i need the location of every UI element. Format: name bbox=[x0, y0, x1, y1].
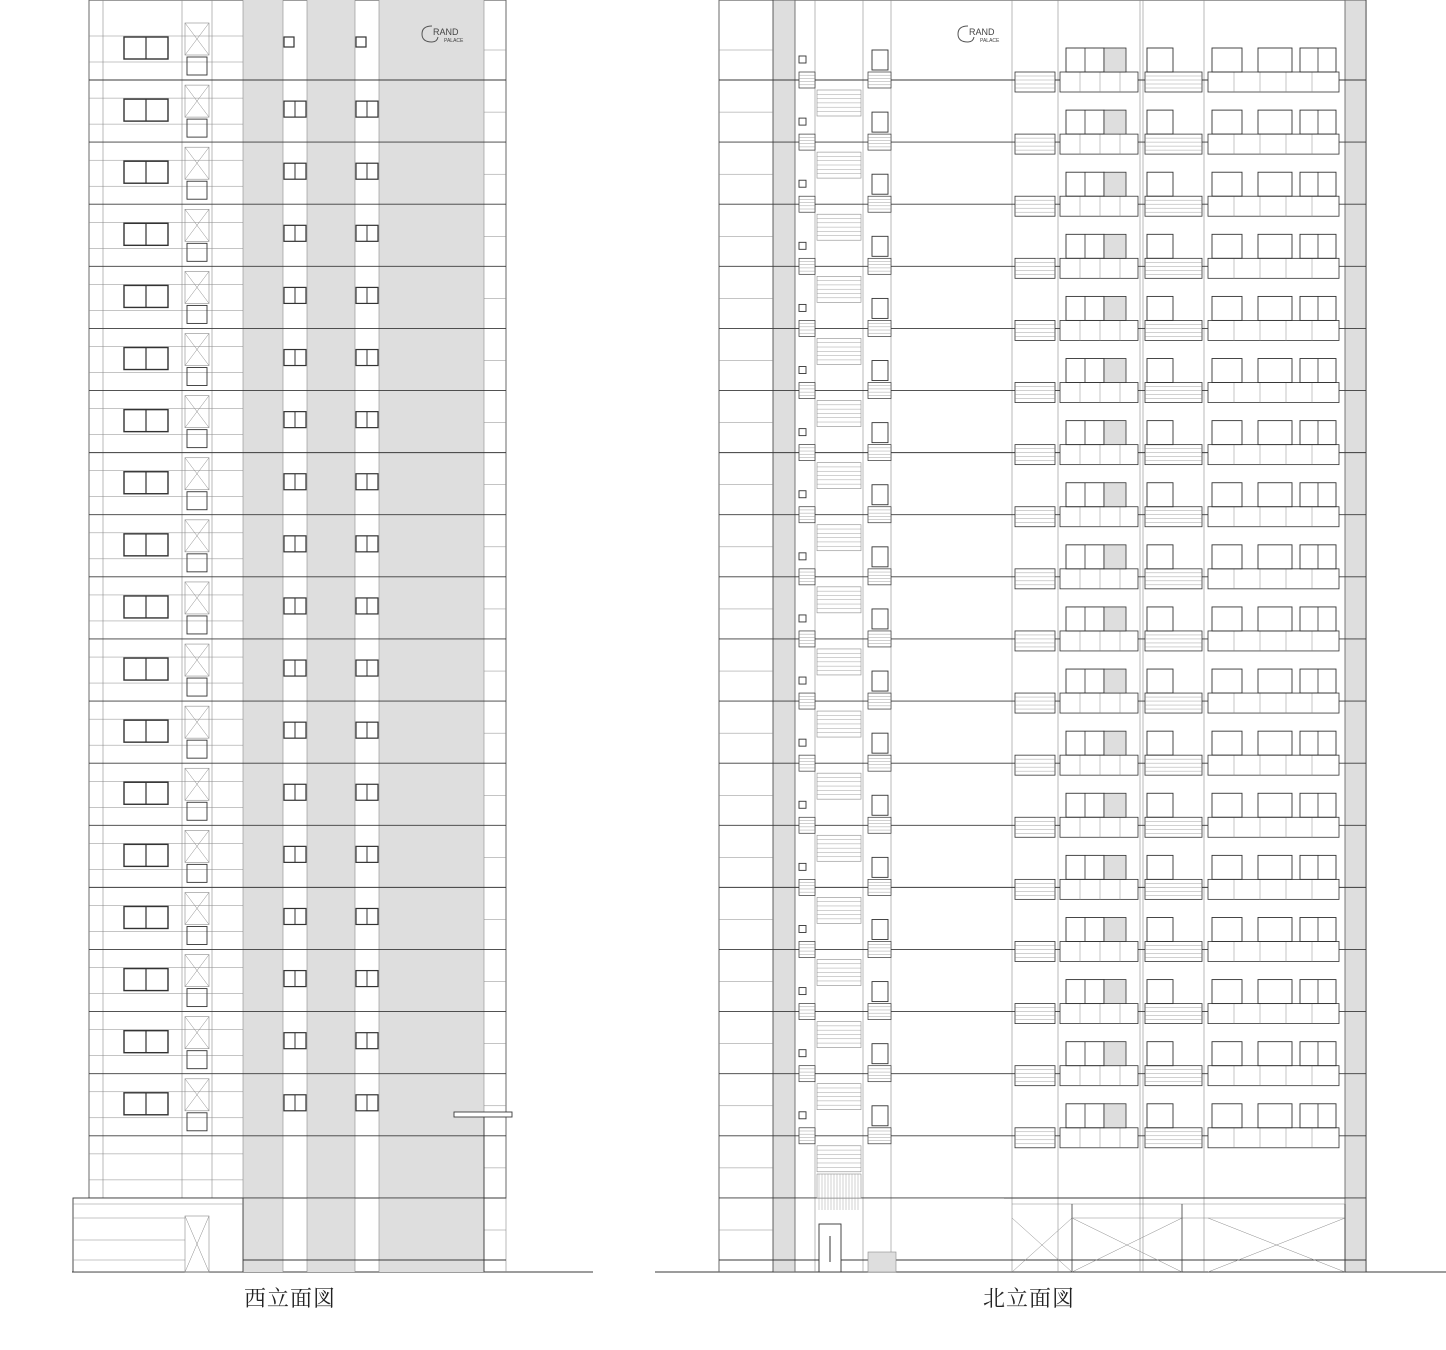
north-balcony-rail bbox=[1208, 1004, 1339, 1024]
north-side-window bbox=[872, 733, 888, 753]
north-balcony-rail bbox=[1060, 258, 1138, 278]
north-slat-rail bbox=[868, 755, 891, 771]
north-balcony-door bbox=[1212, 234, 1242, 258]
north-balcony-slats bbox=[1015, 72, 1055, 92]
north-vent bbox=[799, 429, 806, 436]
north-balcony-door bbox=[1258, 607, 1292, 631]
north-vent bbox=[799, 180, 806, 187]
north-vent bbox=[799, 1112, 806, 1119]
north-entry-door bbox=[1104, 110, 1126, 134]
north-slat-rail bbox=[799, 755, 815, 771]
north-balcony-door bbox=[1147, 421, 1173, 445]
west-small-window bbox=[187, 989, 207, 1007]
north-slat-rail bbox=[799, 507, 815, 523]
north-vent bbox=[799, 553, 806, 560]
north-balcony-door bbox=[1212, 980, 1242, 1004]
north-side-window bbox=[872, 919, 888, 939]
north-side-window bbox=[872, 671, 888, 691]
north-vent bbox=[799, 739, 806, 746]
north-balcony-door bbox=[1258, 296, 1292, 320]
north-logo-text: RAND bbox=[969, 27, 995, 37]
west-canopy bbox=[454, 1112, 512, 1117]
north-entry-door bbox=[1104, 669, 1126, 693]
north-balcony-rail bbox=[1060, 72, 1138, 92]
north-balcony-rail bbox=[1060, 879, 1138, 899]
north-balcony-rail bbox=[1208, 507, 1339, 527]
north-vent bbox=[799, 863, 806, 870]
north-entry-door bbox=[1104, 296, 1126, 320]
north-balcony-door bbox=[1147, 1042, 1173, 1066]
west-shaded-band bbox=[379, 0, 484, 1272]
north-elevation-caption: 北立面図 bbox=[983, 1287, 1076, 1312]
north-balcony-slats bbox=[1145, 1004, 1202, 1024]
north-balcony-rail bbox=[1208, 383, 1339, 403]
north-side-window bbox=[872, 174, 888, 194]
north-balcony-door bbox=[1212, 483, 1242, 507]
north-side-window bbox=[872, 609, 888, 629]
north-balcony-door bbox=[1258, 917, 1292, 941]
north-slat-rail bbox=[868, 817, 891, 833]
north-balcony-slats bbox=[1145, 631, 1202, 651]
north-balcony-rail bbox=[1060, 196, 1138, 216]
north-slat-rail bbox=[868, 941, 891, 957]
north-slat-rail bbox=[799, 631, 815, 647]
north-balcony-slats bbox=[1015, 507, 1055, 527]
north-slat-rail bbox=[799, 383, 815, 399]
north-slat-rail bbox=[868, 693, 891, 709]
west-small-window bbox=[187, 740, 207, 758]
north-balcony-slats bbox=[1015, 258, 1055, 278]
north-balcony-rail bbox=[1060, 755, 1138, 775]
north-entry-door bbox=[1104, 234, 1126, 258]
north-balcony-rail bbox=[1060, 817, 1138, 837]
north-balcony-door bbox=[1258, 172, 1292, 196]
north-side-window bbox=[872, 423, 888, 443]
north-slat-rail bbox=[799, 569, 815, 585]
north-slat-rail bbox=[868, 445, 891, 461]
north-balcony-rail bbox=[1208, 320, 1339, 340]
north-balcony-slats bbox=[1015, 817, 1055, 837]
north-balcony-slats bbox=[1015, 383, 1055, 403]
north-balcony-slats bbox=[1145, 817, 1202, 837]
north-balcony-door bbox=[1258, 359, 1292, 383]
north-vent bbox=[799, 491, 806, 498]
west-small-window bbox=[187, 57, 207, 75]
west-small-window bbox=[187, 678, 207, 696]
north-edge-column bbox=[773, 0, 795, 1272]
north-balcony-door bbox=[1147, 483, 1173, 507]
north-entry-door bbox=[1104, 1104, 1126, 1128]
north-balcony-slats bbox=[1145, 196, 1202, 216]
west-small-window bbox=[187, 305, 207, 323]
north-slat-rail bbox=[799, 320, 815, 336]
north-balcony-rail bbox=[1060, 569, 1138, 589]
north-balcony-door bbox=[1258, 731, 1292, 755]
north-balcony-slats bbox=[1015, 196, 1055, 216]
north-slat-rail bbox=[799, 445, 815, 461]
north-balcony-slats bbox=[1015, 693, 1055, 713]
west-logo-subtext: PALACE bbox=[444, 38, 464, 44]
north-side-window bbox=[872, 50, 888, 70]
north-vent bbox=[799, 242, 806, 249]
west-small-window bbox=[187, 368, 207, 386]
north-side-window bbox=[872, 298, 888, 318]
north-vent bbox=[799, 56, 806, 63]
north-balcony-door bbox=[1258, 421, 1292, 445]
north-slat-rail bbox=[799, 134, 815, 150]
west-small-window bbox=[187, 926, 207, 944]
north-side-window bbox=[872, 547, 888, 567]
north-balcony-slats bbox=[1145, 569, 1202, 589]
north-slat-rail bbox=[799, 72, 815, 88]
north-vent bbox=[799, 367, 806, 374]
north-balcony-door bbox=[1147, 545, 1173, 569]
north-slat-rail bbox=[868, 258, 891, 274]
north-balcony-slats bbox=[1015, 1066, 1055, 1086]
west-band-window bbox=[284, 37, 294, 47]
north-balcony-rail bbox=[1060, 1128, 1138, 1148]
north-side-window bbox=[872, 112, 888, 132]
north-balcony-door bbox=[1258, 483, 1292, 507]
north-balcony-rail bbox=[1208, 817, 1339, 837]
north-balcony-door bbox=[1258, 855, 1292, 879]
west-small-window bbox=[187, 616, 207, 634]
north-balcony-door bbox=[1212, 855, 1242, 879]
north-balcony-rail bbox=[1060, 507, 1138, 527]
north-entry-door bbox=[1104, 545, 1126, 569]
north-slat-rail bbox=[868, 1066, 891, 1082]
north-balcony-rail bbox=[1208, 941, 1339, 961]
north-entry-door bbox=[1104, 359, 1126, 383]
north-balcony-rail bbox=[1208, 196, 1339, 216]
north-balcony-rail bbox=[1208, 1128, 1339, 1148]
north-vent bbox=[799, 1050, 806, 1057]
north-balcony-door bbox=[1147, 855, 1173, 879]
north-side-window bbox=[872, 1106, 888, 1126]
north-entry-door bbox=[1104, 483, 1126, 507]
north-balcony-rail bbox=[1208, 693, 1339, 713]
north-balcony-rail bbox=[1060, 383, 1138, 403]
north-slat-rail bbox=[868, 196, 891, 212]
north-balcony-slats bbox=[1145, 72, 1202, 92]
north-balcony-rail bbox=[1060, 445, 1138, 465]
north-slat-rail bbox=[799, 1128, 815, 1144]
north-vent bbox=[799, 677, 806, 684]
north-balcony-door bbox=[1147, 917, 1173, 941]
north-balcony-door bbox=[1212, 110, 1242, 134]
north-balcony-door bbox=[1212, 917, 1242, 941]
north-slat-rail bbox=[868, 631, 891, 647]
north-side-window bbox=[872, 361, 888, 381]
north-balcony-rail bbox=[1060, 693, 1138, 713]
north-entry-door bbox=[1104, 793, 1126, 817]
north-balcony-rail bbox=[1208, 755, 1339, 775]
north-balcony-door bbox=[1147, 296, 1173, 320]
north-utility-box bbox=[868, 1252, 896, 1272]
north-balcony-door bbox=[1212, 172, 1242, 196]
north-balcony-door bbox=[1147, 172, 1173, 196]
north-slat-rail bbox=[868, 134, 891, 150]
north-balcony-door bbox=[1212, 296, 1242, 320]
north-balcony-door bbox=[1147, 1104, 1173, 1128]
west-small-window bbox=[187, 492, 207, 510]
north-vent bbox=[799, 615, 806, 622]
west-shaded-band bbox=[307, 0, 355, 1272]
north-edge-column bbox=[1345, 0, 1366, 1272]
north-vent bbox=[799, 988, 806, 995]
north-balcony-rail bbox=[1060, 631, 1138, 651]
west-logo-text: RAND bbox=[433, 27, 459, 37]
north-balcony-slats bbox=[1145, 1066, 1202, 1086]
north-balcony-rail bbox=[1208, 258, 1339, 278]
west-small-window bbox=[187, 864, 207, 882]
north-balcony-slats bbox=[1015, 755, 1055, 775]
north-balcony-slats bbox=[1145, 507, 1202, 527]
north-balcony-rail bbox=[1060, 1004, 1138, 1024]
north-balcony-slats bbox=[1145, 383, 1202, 403]
north-logo-subtext: PALACE bbox=[980, 38, 1000, 44]
north-balcony-door bbox=[1258, 1104, 1292, 1128]
north-balcony-rail bbox=[1208, 569, 1339, 589]
north-slat-rail bbox=[868, 320, 891, 336]
north-balcony-door bbox=[1147, 980, 1173, 1004]
north-balcony-door bbox=[1147, 669, 1173, 693]
north-balcony-door bbox=[1258, 980, 1292, 1004]
north-vent bbox=[799, 801, 806, 808]
north-entry-door bbox=[1104, 855, 1126, 879]
north-entry-door bbox=[1104, 421, 1126, 445]
west-small-window bbox=[187, 181, 207, 199]
west-small-window bbox=[187, 554, 207, 572]
north-balcony-door bbox=[1258, 48, 1292, 72]
north-balcony-door bbox=[1212, 359, 1242, 383]
north-slat-rail bbox=[799, 196, 815, 212]
north-vent bbox=[799, 118, 806, 125]
north-slat-rail bbox=[868, 569, 891, 585]
north-balcony-door bbox=[1258, 1042, 1292, 1066]
north-balcony-door bbox=[1258, 545, 1292, 569]
north-slat-rail bbox=[799, 879, 815, 895]
north-balcony-slats bbox=[1015, 879, 1055, 899]
north-balcony-door bbox=[1212, 731, 1242, 755]
north-stair-louver bbox=[817, 1174, 861, 1198]
north-slat-rail bbox=[868, 383, 891, 399]
north-balcony-door bbox=[1212, 607, 1242, 631]
north-balcony-door bbox=[1212, 793, 1242, 817]
north-balcony-slats bbox=[1145, 320, 1202, 340]
north-balcony-rail bbox=[1208, 72, 1339, 92]
north-balcony-slats bbox=[1015, 445, 1055, 465]
north-balcony-slats bbox=[1145, 445, 1202, 465]
north-balcony-rail bbox=[1208, 134, 1339, 154]
north-elevation bbox=[655, 0, 1446, 1272]
north-balcony-door bbox=[1212, 421, 1242, 445]
west-small-window bbox=[187, 430, 207, 448]
north-balcony-rail bbox=[1060, 134, 1138, 154]
north-balcony-slats bbox=[1015, 134, 1055, 154]
north-balcony-door bbox=[1212, 1042, 1242, 1066]
north-side-window bbox=[872, 795, 888, 815]
north-slat-rail bbox=[799, 941, 815, 957]
north-balcony-rail bbox=[1208, 1066, 1339, 1086]
north-balcony-slats bbox=[1145, 755, 1202, 775]
north-balcony-rail bbox=[1208, 879, 1339, 899]
north-balcony-door bbox=[1147, 110, 1173, 134]
west-small-window bbox=[187, 1051, 207, 1069]
north-entry-door bbox=[1104, 1042, 1126, 1066]
west-small-window bbox=[187, 802, 207, 820]
north-balcony-slats bbox=[1145, 879, 1202, 899]
north-balcony-slats bbox=[1145, 1128, 1202, 1148]
north-balcony-slats bbox=[1015, 569, 1055, 589]
west-elevation-caption: 西立面図 bbox=[244, 1287, 337, 1312]
north-balcony-slats bbox=[1145, 258, 1202, 278]
north-balcony-rail bbox=[1060, 320, 1138, 340]
north-balcony-rail bbox=[1208, 445, 1339, 465]
north-slat-rail bbox=[799, 817, 815, 833]
north-vent bbox=[799, 925, 806, 932]
north-balcony-door bbox=[1147, 607, 1173, 631]
north-entry-door bbox=[1104, 731, 1126, 755]
north-balcony-slats bbox=[1145, 693, 1202, 713]
north-slat-rail bbox=[868, 1004, 891, 1020]
north-balcony-rail bbox=[1208, 631, 1339, 651]
north-balcony-door bbox=[1147, 731, 1173, 755]
north-balcony-door bbox=[1147, 359, 1173, 383]
north-balcony-door bbox=[1212, 669, 1242, 693]
north-slat-rail bbox=[799, 258, 815, 274]
north-slat-rail bbox=[868, 1128, 891, 1144]
north-side-window bbox=[872, 982, 888, 1002]
north-slat-rail bbox=[799, 693, 815, 709]
west-small-window bbox=[187, 1113, 207, 1131]
west-shaded-band bbox=[243, 0, 283, 1272]
north-side-window bbox=[872, 1044, 888, 1064]
north-side-window bbox=[872, 236, 888, 256]
north-side-window bbox=[872, 485, 888, 505]
west-small-window bbox=[187, 119, 207, 137]
north-balcony-door bbox=[1147, 793, 1173, 817]
north-slat-rail bbox=[868, 879, 891, 895]
north-balcony-slats bbox=[1145, 941, 1202, 961]
west-small-window bbox=[187, 243, 207, 261]
north-balcony-door bbox=[1258, 669, 1292, 693]
north-balcony-door bbox=[1212, 48, 1242, 72]
north-vent bbox=[799, 304, 806, 311]
north-balcony-door bbox=[1212, 1104, 1242, 1128]
north-slat-rail bbox=[799, 1004, 815, 1020]
north-entry-door bbox=[1104, 48, 1126, 72]
north-side-window bbox=[872, 857, 888, 877]
north-balcony-door bbox=[1147, 234, 1173, 258]
north-balcony-rail bbox=[1060, 941, 1138, 961]
north-balcony-slats bbox=[1145, 134, 1202, 154]
north-entry-door bbox=[1104, 607, 1126, 631]
west-elevation bbox=[72, 0, 593, 1272]
north-balcony-slats bbox=[1015, 320, 1055, 340]
north-balcony-slats bbox=[1015, 941, 1055, 961]
west-podium bbox=[73, 1198, 243, 1272]
north-slat-rail bbox=[868, 507, 891, 523]
north-slat-rail bbox=[799, 1066, 815, 1082]
north-balcony-door bbox=[1147, 48, 1173, 72]
west-band-window bbox=[356, 37, 366, 47]
north-entry-door bbox=[1104, 917, 1126, 941]
north-balcony-slats bbox=[1015, 631, 1055, 651]
north-entry-door bbox=[1104, 980, 1126, 1004]
north-balcony-door bbox=[1258, 110, 1292, 134]
north-balcony-door bbox=[1258, 793, 1292, 817]
north-entry-door bbox=[1104, 172, 1126, 196]
north-balcony-door bbox=[1212, 545, 1242, 569]
north-balcony-slats bbox=[1015, 1004, 1055, 1024]
north-slat-rail bbox=[868, 72, 891, 88]
north-balcony-slats bbox=[1015, 1128, 1055, 1148]
north-balcony-door bbox=[1258, 234, 1292, 258]
north-balcony-rail bbox=[1060, 1066, 1138, 1086]
